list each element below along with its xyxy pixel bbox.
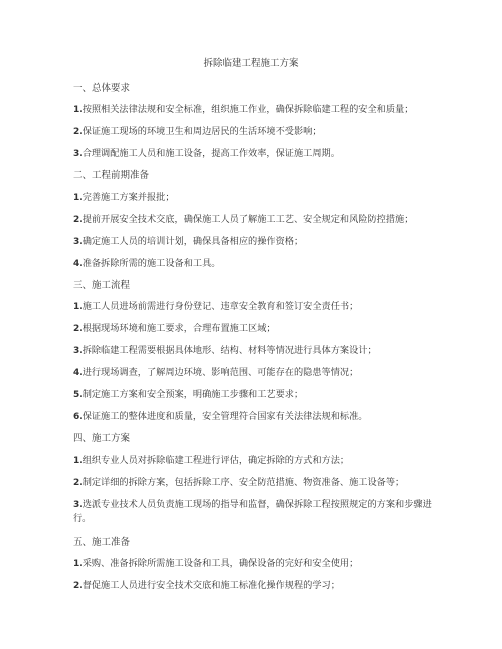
- list-item: [73, 388, 438, 402]
- section-heading-5: 五、施工准备: [73, 537, 131, 548]
- item-text: 合理调配施工人员和施工设备，提高工作效率，保证施工周期。: [82, 148, 340, 159]
- item-text: 准备拆除所需的施工设备和工具。: [82, 258, 221, 269]
- item-number: 2.: [73, 478, 83, 488]
- document-title: 拆除临建工程施工方案: [203, 58, 299, 69]
- item-text: 制定施工方案和安全预案，明确施工步骤和工艺要求；: [82, 389, 304, 400]
- item-text: 提前开展安全技术交底，确保施工人员了解施工工艺、安全规定和风险防控措施；: [82, 214, 414, 225]
- list-item: [73, 257, 438, 271]
- item-number: 5.: [73, 390, 83, 400]
- item-text: 拆除临建工程需要根据具体地形、结构、材料等情况进行具体方案设计；: [82, 345, 377, 356]
- list-item: [73, 410, 438, 424]
- item-number: 1.: [73, 456, 83, 466]
- item-number: 6.: [73, 412, 83, 422]
- item-number: 2.: [73, 581, 83, 591]
- item-number: 3.: [73, 149, 83, 159]
- list-item: [73, 498, 438, 526]
- section-heading-2: 二、工程前期准备: [73, 170, 150, 181]
- item-number: 2.: [73, 127, 83, 137]
- list-item: [73, 213, 438, 227]
- item-text: 保证施工现场的环境卫生和周边居民的生活环境不受影响；: [82, 126, 322, 137]
- item-number: 3.: [73, 346, 83, 356]
- item-number: 2.: [73, 324, 83, 334]
- item-number: 3.: [73, 500, 83, 510]
- item-text: 保证施工的整体进度和质量，安全管理符合国家有关法律法规和标准。: [82, 411, 368, 422]
- item-number: 2.: [73, 215, 83, 225]
- list-item: [73, 322, 438, 336]
- item-text: 组织专业人员对拆除临建工程进行评估，确定拆除的方式和方法；: [82, 455, 350, 466]
- section-heading-3: 三、施工流程: [73, 280, 131, 291]
- list-item: [73, 147, 438, 161]
- item-text: 选派专业技术人员负责施工现场的指导和监督，确保拆除工程按照规定的方案和步骤进行。: [73, 499, 432, 524]
- list-item: [73, 235, 438, 249]
- item-text: 确定施工人员的培训计划，确保具备相应的操作资格；: [82, 236, 304, 247]
- list-item: [73, 191, 438, 205]
- item-text: 施工人员进场前需进行身份登记、违章安全教育和签订安全责任书；: [82, 301, 359, 312]
- item-text: 按照相关法律法规和安全标准，组织施工作业，确保拆除临建工程的安全和质量；: [82, 104, 414, 115]
- list-item: [73, 344, 438, 358]
- list-item: [73, 103, 438, 117]
- item-number: 1.: [73, 559, 83, 569]
- item-text: 督促施工人员进行安全技术交底和施工标准化操作规程的学习；: [82, 580, 340, 591]
- item-text: 采购、准备拆除所需施工设备和工具，确保设备的完好和安全使用；: [82, 558, 359, 569]
- list-item: [73, 454, 438, 468]
- list-item: [73, 300, 438, 314]
- item-number: 1.: [73, 302, 83, 312]
- item-number: 3.: [73, 237, 83, 247]
- item-text: 制定详细的拆除方案，包括拆除工序、安全防范措施、物资准备、施工设备等；: [82, 477, 405, 488]
- list-item: [73, 125, 438, 139]
- item-text: 根据现场环境和施工要求，合理布置施工区域；: [82, 323, 276, 334]
- item-number: 4.: [73, 259, 83, 269]
- item-text: 完善施工方案并报批；: [82, 192, 175, 203]
- list-item: [73, 476, 438, 490]
- item-number: 4.: [73, 368, 83, 378]
- section-heading-4: 四、施工方案: [73, 433, 131, 444]
- item-number: 1.: [73, 193, 83, 203]
- list-item: [73, 366, 438, 380]
- list-item: [73, 557, 438, 571]
- list-item: [73, 579, 438, 593]
- section-heading-1: 一、总体要求: [73, 83, 131, 94]
- item-text: 进行现场调查，了解周边环境、影响范围、可能存在的隐患等情况；: [82, 367, 359, 378]
- item-number: 1.: [73, 105, 83, 115]
